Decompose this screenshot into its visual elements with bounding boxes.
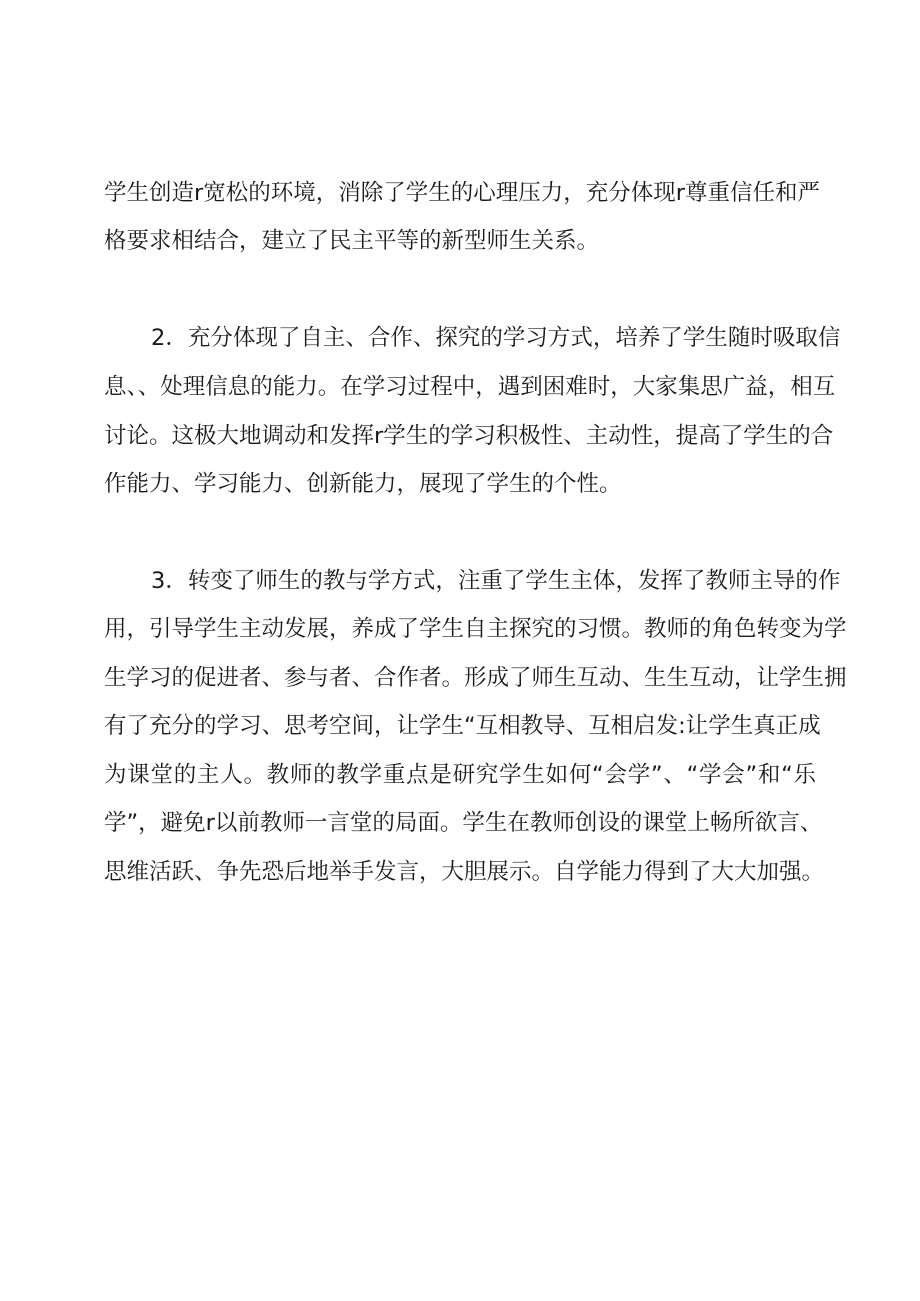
paragraph-2-line-2: 息、、处理信息的能力。在学习过程中，遇到困难时，大家集思广益，相互 xyxy=(104,374,836,400)
paragraph-2-line-3: 讨论。这极大地调动和发挥r学生的学习积极性、主动性，提高了学生的合 xyxy=(104,423,834,449)
paragraph-3-line-6: 学”，避免r以前教师一言堂的局面。学生在教师创设的课堂上畅所欲言、 xyxy=(104,810,823,836)
paragraph-1-line-1: 学生创造r宽松的环境，消除了学生的心理压力，充分体现r尊重信任和严 xyxy=(104,180,821,206)
paragraph-3-line-2: 用，引导学生主动发展，养成了学生自主探究的习惯。教师的角色转变为学 xyxy=(104,616,847,642)
paragraph-3-line-1: 3．转变了师生的教与学方式，注重了学生主体，发挥了教师主导的作 xyxy=(151,568,841,594)
paragraph-3-line-3: 生学习的促进者、参与者、合作者。形成了师生互动、生生互动，让学生拥 xyxy=(104,665,847,691)
paragraph-3-line-4: 有了充分的学习、思考空间，让学生“互相教导、互相启发:让学生真正成 xyxy=(104,713,821,739)
paragraph-2-line-4: 作能力、学习能力、创新能力，展现了学生的个性。 xyxy=(104,471,622,497)
paragraph-3-line-5: 为课堂的主人。教师的教学重点是研究学生如何“会学”、“学会”和“乐 xyxy=(104,762,816,788)
paragraph-3-line-7: 思维活跃、争先恐后地举手发言，大胆展示。自学能力得到了大大加强。 xyxy=(104,859,825,885)
paragraph-1-line-2: 格要求相结合，建立了民主平等的新型师生关系。 xyxy=(104,228,600,254)
paragraph-2-line-1: 2．充分体现了自主、合作、探究的学习方式，培养了学生随时吸取信 xyxy=(151,325,841,351)
